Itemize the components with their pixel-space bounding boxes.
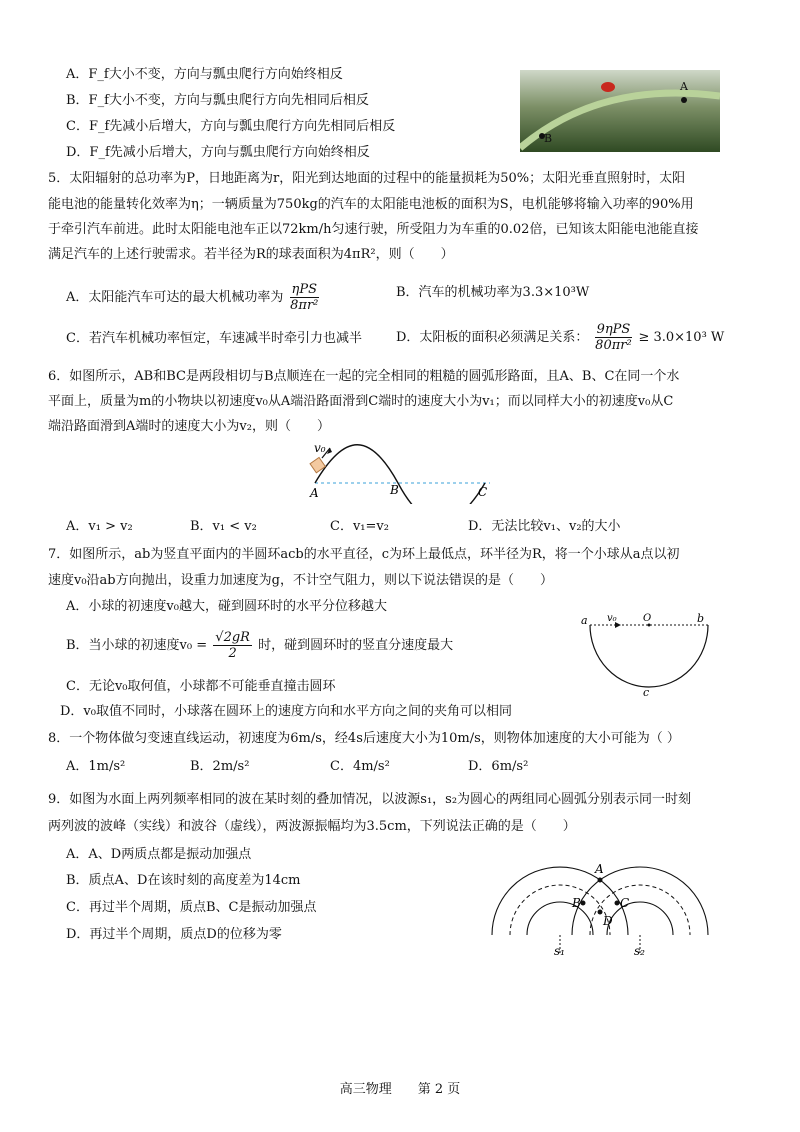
q6-label-b: B: [390, 483, 399, 497]
q9-option-c: C．再过半个周期，质点B、C是振动加强点: [66, 900, 317, 915]
q9-label-a: A: [595, 862, 604, 876]
q5-option-d-denominator: 80πr²: [595, 338, 632, 353]
q9-option-a: A．A、D两质点都是振动加强点: [66, 847, 252, 862]
q5-line-2: 能电池的能量转化效率为η；一辆质量为750kg的汽车的太阳能电池板的面积为S，电机能够将输入功率的90%用: [48, 197, 694, 212]
q4-option-a: A．F_f大小不变，方向与瓢虫爬行方向始终相反: [66, 67, 343, 82]
ladybug-stem-image: [520, 70, 720, 152]
q7-semicircle-diagram: [575, 610, 725, 700]
q6-label-c: C: [478, 485, 488, 499]
q7-option-b-fraction: [213, 630, 252, 661]
q5-option-c: C．若汽车机械功率恒定，车速减半时牵引力也减半: [66, 331, 362, 346]
q7-option-b-text: B．当小球的初速度v₀ =: [66, 638, 208, 653]
photo-label-a: A: [680, 80, 688, 93]
q9-line-1: 9．如图为水面上两列频率相同的波在某时刻的叠加情况，以波源s₁，s₂为圆心的两组同心圆弧分别表示同一时刻: [48, 792, 692, 807]
q6-arc-path: [315, 445, 488, 504]
q8-option-a: A．1m/s²: [66, 759, 126, 774]
ladybug-icon: [601, 82, 615, 92]
q7-option-b-denominator: 2: [228, 646, 237, 661]
q4-option-b: B．F_f大小不变，方向与瓢虫爬行方向先相同后相反: [66, 93, 369, 108]
q6-label-a: A: [310, 486, 319, 500]
q9-label-s1: s₁: [554, 944, 565, 958]
q7-label-v0: v₀: [607, 613, 617, 624]
q9-label-d: D: [603, 914, 613, 928]
q9-point-b: [581, 901, 586, 906]
photo-label-b: B: [544, 132, 553, 145]
page-footer: 高三物理 第 2 页: [339, 1082, 461, 1097]
q5-line-3: 于牵引汽车前进。此时太阳能电池车正以72km/h匀速行驶，所受阻力为车重的0.02倍，已知该太阳能电池能直接: [48, 222, 699, 237]
q5-option-b: B．汽车的机械功率为3.3×10³W: [396, 285, 590, 300]
ladybug-photo: [520, 70, 720, 152]
q6-line-3: 端沿路面滑到A端时的速度大小为v₂，则（ ）: [48, 419, 330, 434]
q5-option-d-numerator: 9ηPS: [596, 322, 631, 337]
q7-option-a: A．小球的初速度v₀越大，碰到圆环时的水平分位移越大: [66, 599, 387, 614]
q9-label-b: B: [572, 896, 581, 910]
q7-option-b: [66, 628, 453, 664]
q9-option-b: B．质点A、D在该时刻的高度差为14cm: [66, 873, 301, 888]
q5-option-d: [396, 322, 724, 354]
q5-option-d-text: D．太阳板的面积必须满足关系：: [396, 330, 589, 345]
q5-option-a: [66, 282, 321, 314]
q5-option-d-inequality: ≥ 3.0×10³ W: [638, 330, 725, 345]
q8-option-b: B．2m/s²: [190, 759, 250, 774]
q9-label-s2: s₂: [634, 944, 645, 958]
q6-label-v0: v₀: [314, 441, 326, 455]
q9-option-d: D．再过半个周期，质点D的位移为零: [66, 927, 282, 942]
q5-option-a-fraction: [290, 282, 319, 313]
q9-point-a: [598, 878, 603, 883]
q7-line-1: 7．如图所示，ab为竖直平面内的半圆环acb的水平直径，c为环上最低点，环半径为R，将一个小球从a点以初: [48, 547, 680, 562]
q9-wave-interference-diagram: [480, 845, 720, 960]
q5-option-a-denominator: 8πr²: [290, 298, 319, 313]
q7-label-c: c: [643, 686, 650, 699]
q9-label-c: C: [620, 896, 630, 910]
q6-option-b: B．v₁ < v₂: [190, 519, 257, 534]
q4-option-d: D．F_f先减小后增大，方向与瓢虫爬行方向始终相反: [66, 145, 370, 160]
q5-option-a-numerator: ηPS: [291, 282, 317, 297]
q7-option-c: C．无论v₀取何值，小球都不可能垂直撞击圆环: [66, 679, 336, 694]
q4-option-c: C．F_f先减小后增大，方向与瓢虫爬行方向先相同后相反: [66, 119, 396, 134]
q5-option-d-fraction: [595, 322, 633, 353]
q9-point-d: [598, 910, 603, 915]
q9-line-2: 两列波的波峰（实线）和波谷（虚线），两波源振幅均为3.5cm，下列说法正确的是（ ）: [48, 819, 576, 834]
q6-option-a: A．v₁ > v₂: [66, 519, 133, 534]
q7-option-b-suffix: 时，碰到圆环时的竖直分速度最大: [258, 638, 454, 653]
q7-option-d: D．v₀取值不同时，小球落在圆环上的速度方向和水平方向之间的夹角可以相同: [60, 704, 512, 719]
q7-option-b-numerator: √2gR: [215, 630, 250, 645]
q6-line-2: 平面上，质量为m的小物块以初速度v₀从A端沿路面滑到C端时的速度大小为v₁；而以同样大小的初速度v₀从C: [48, 394, 674, 409]
q8-option-c: C．4m/s²: [330, 759, 390, 774]
q9-point-c: [615, 901, 620, 906]
q6-line-1: 6．如图所示，AB和BC是两段相切与B点顺连在一起的完全相同的粗糙的圆弧形路面，且A、B、C在同一个水: [48, 369, 680, 384]
q6-arc-diagram: [300, 440, 500, 504]
q7-label-o: O: [643, 613, 652, 624]
q8-option-d: D．6m/s²: [468, 759, 529, 774]
q7-label-b: b: [697, 612, 705, 625]
q7-label-a: a: [581, 614, 588, 627]
q7-line-2: 速度v₀沿ab方向抛出，设重力加速度为g，不计空气阻力，则以下说法错误的是（ ）: [48, 573, 553, 588]
q5-option-a-text: A．太阳能汽车可达的最大机械功率为: [66, 290, 284, 305]
q8-line-1: 8．一个物体做匀变速直线运动，初速度为6m/s，经4s后速度大小为10m/s，则物体加速度的大小可能为（ ）: [48, 731, 680, 746]
q5-line-1: 5．太阳辐射的总功率为P，日地距离为r，阳光到达地面的过程中的能量损耗为50%；太阳光垂直照射时，太阳: [48, 171, 686, 186]
q5-line-4: 满足汽车的上述行驶需求。若半径为R的球表面积为4πR²，则（ ）: [48, 247, 454, 262]
q9-crest-arcs: [492, 867, 708, 935]
q7-semicircle: [590, 625, 708, 687]
q6-option-d: D．无法比较v₁、v₂的大小: [468, 519, 621, 534]
q6-option-c: C．v₁=v₂: [330, 519, 389, 534]
